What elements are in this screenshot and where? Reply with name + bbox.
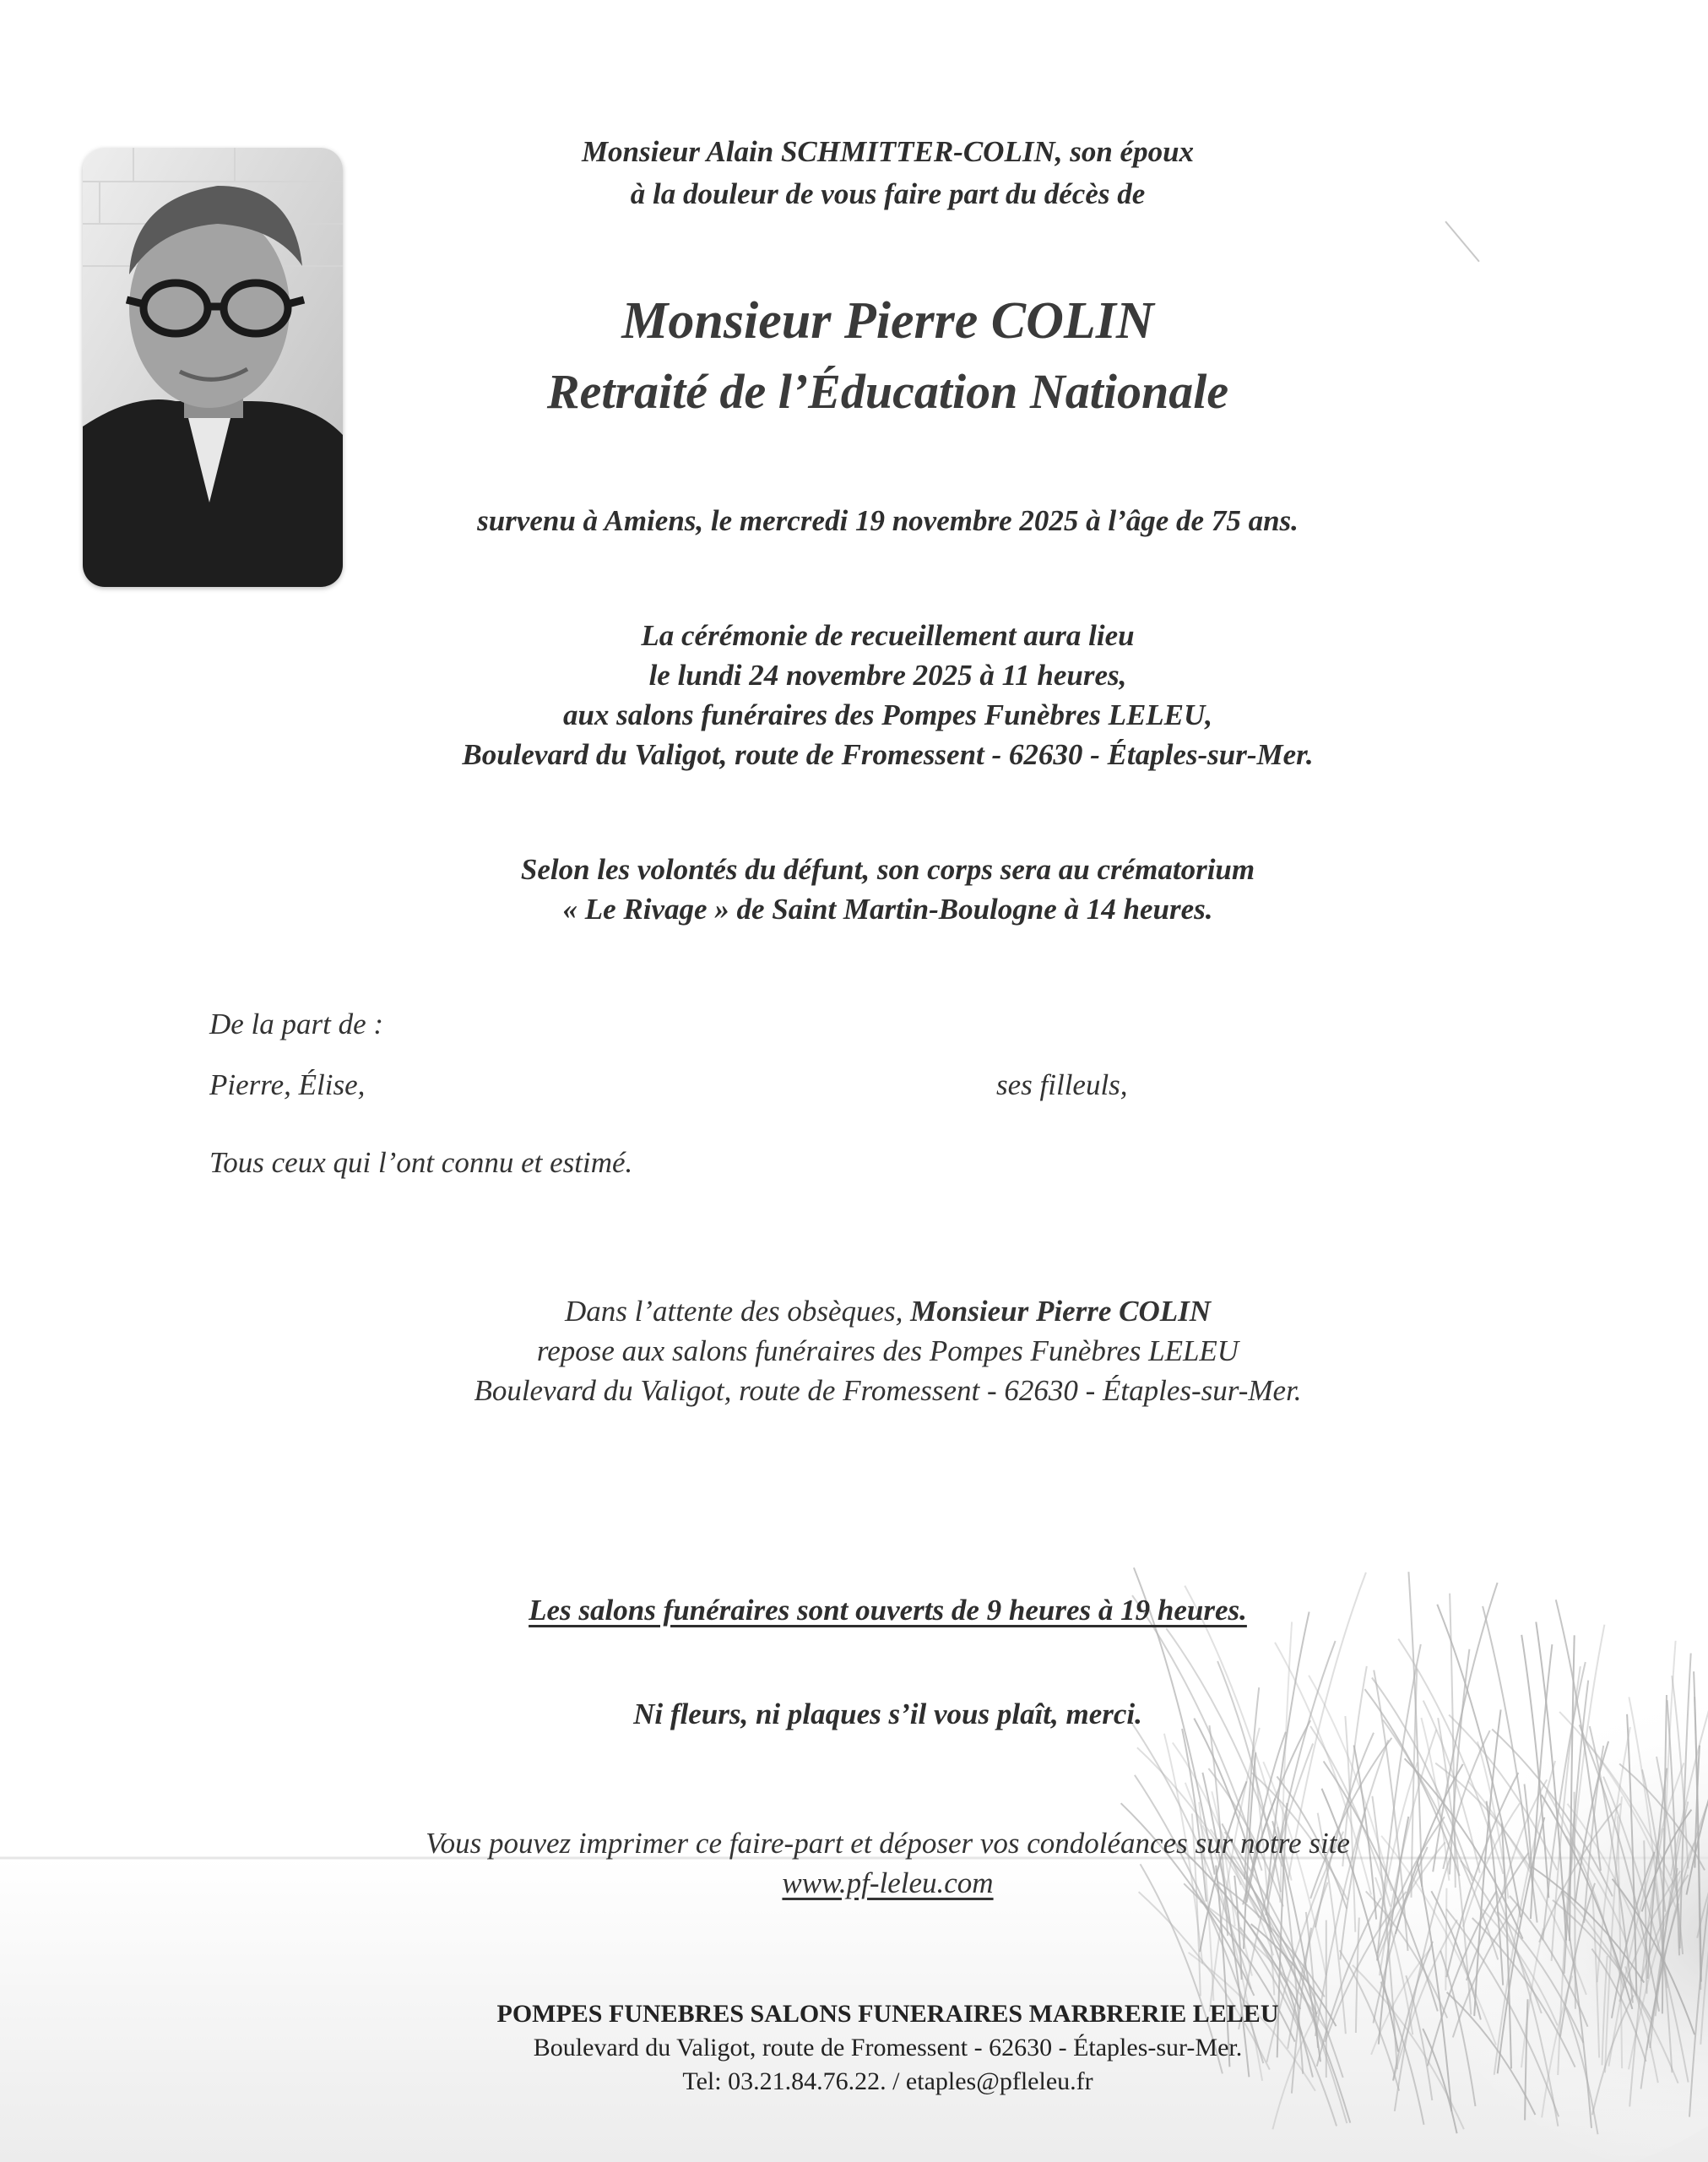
website-link-wrap (34, 1866, 1708, 1900)
deceased-name: Monsieur Pierre COLIN (621, 292, 1154, 350)
deceased-title: Retraité de l’Éducation Nationale (546, 364, 1229, 419)
cremation-line-2: « Le Rivage » de Saint Martin-Boulogne à 14 heures. (562, 893, 1213, 926)
footer-address: Boulevard du Valigot, route de Fromessent - 62630 - Étaples-sur-Mer. (533, 2034, 1243, 2062)
website-text: Vous pouvez imprimer ce faire-part et déposer vos condoléances sur notre site (426, 1827, 1350, 1860)
family-relation: ses filleuls, (996, 1068, 1128, 1101)
footer-company: POMPES FUNEBRES SALONS FUNERAIRES MARBRERIE LELEU (496, 2000, 1279, 2028)
hours-notice-wrap (34, 1594, 1708, 1627)
visitation-prefix: Dans l’attente des obsèques, (564, 1295, 911, 1328)
visitation-line-3: Boulevard du Valigot, route de Fromessent - 62630 - Étaples-sur-Mer. (474, 1374, 1302, 1407)
death-info: survenu à Amiens, le mercredi 19 novembre 2025 à l’âge de 75 ans. (477, 504, 1299, 537)
ceremony-line-1: La cérémonie de recueillement aura lieu (641, 619, 1135, 652)
cremation-line-1: Selon les volontés du défunt, son corps sera au crématorium (520, 853, 1255, 886)
hours-notice: Les salons funéraires sont ouverts de 9 heures à 19 heures. (529, 1594, 1247, 1627)
intro-line-1: Monsieur Alain SCHMITTER-COLIN, son époux (581, 135, 1195, 168)
visitation-line-2: repose aux salons funéraires des Pompes Funèbres LELEU (536, 1334, 1239, 1367)
flowers-notice: Ni fleurs, ni plaques s’il vous plaît, merci. (633, 1698, 1142, 1730)
ceremony-line-2: le lundi 24 novembre 2025 à 11 heures, (648, 659, 1127, 692)
family-others: Tous ceux qui l’ont connu et estimé. (209, 1146, 633, 1179)
footer-contact: Tel: 03.21.84.76.22. / etaples@pfleleu.fr (682, 2067, 1093, 2095)
ceremony-line-3: aux salons funéraires des Pompes Funèbres LELEU, (562, 698, 1213, 731)
family-heading: De la part de : (209, 1008, 384, 1040)
scan-mark (1445, 221, 1479, 263)
website-link[interactable]: www.pf-leleu.com (782, 1866, 994, 1899)
visitation-line-1 (34, 1295, 1708, 1328)
visitation-name: Monsieur Pierre COLIN (910, 1295, 1212, 1328)
ceremony-line-4: Boulevard du Valigot, route de Fromessent - 62630 - Étaples-sur-Mer. (462, 738, 1314, 771)
intro-line-2: à la douleur de vous faire part du décès de (630, 177, 1146, 210)
family-names: Pierre, Élise, (209, 1068, 366, 1101)
